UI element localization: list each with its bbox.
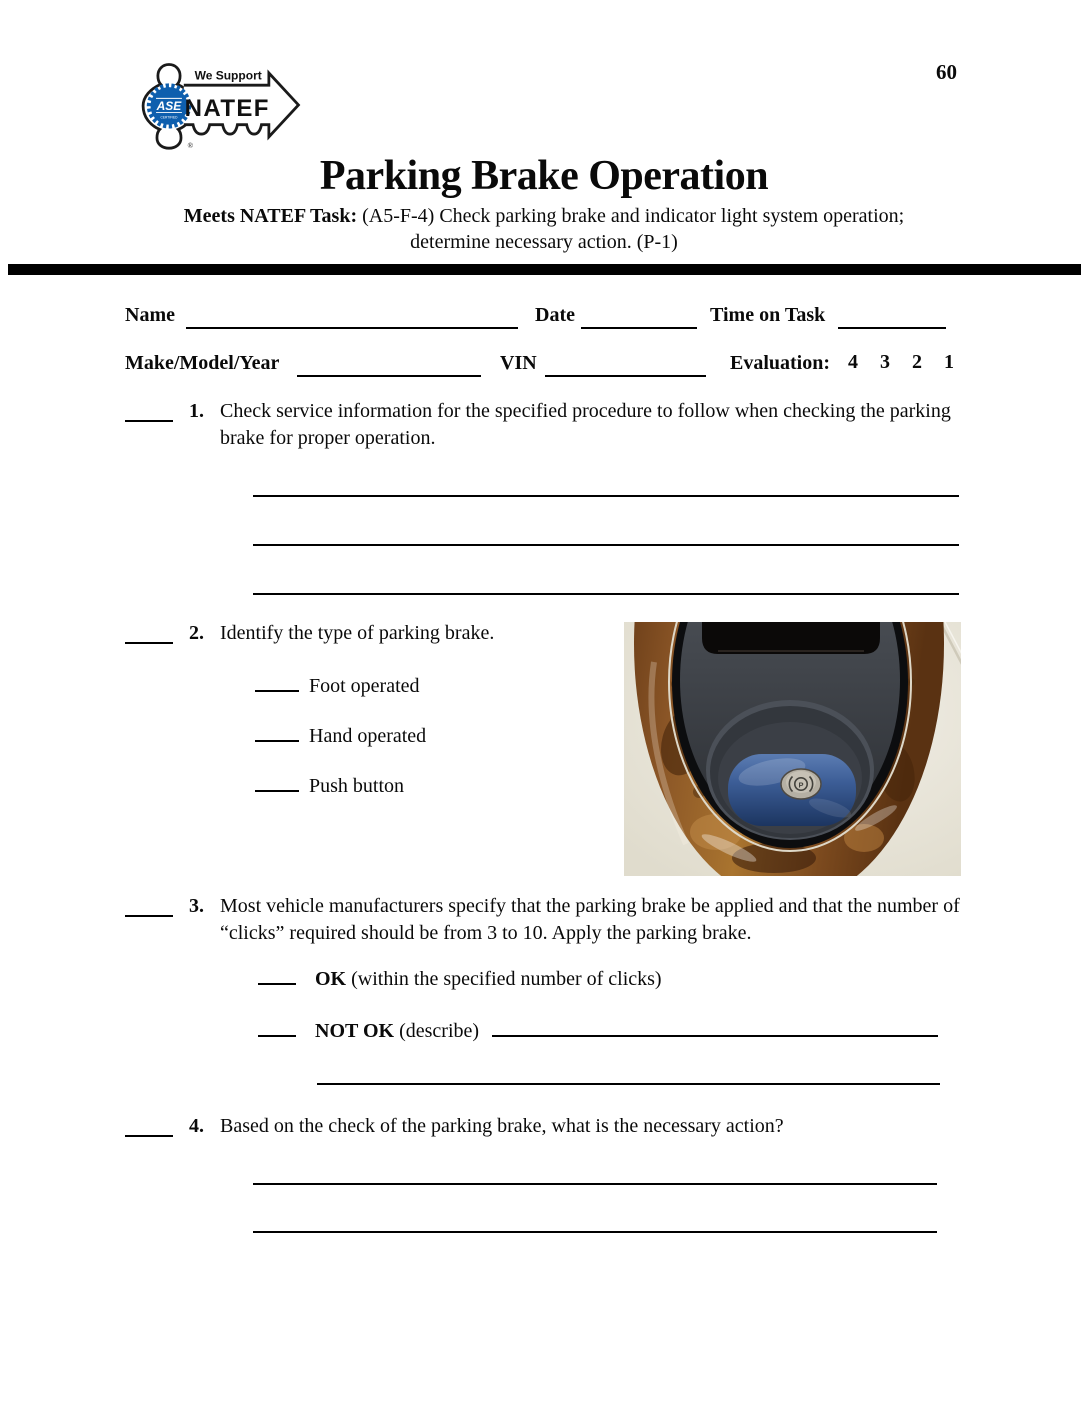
checkbox-blank bbox=[255, 770, 299, 792]
task-4-grade-blank bbox=[125, 1113, 173, 1137]
option-label: Hand operated bbox=[309, 725, 427, 747]
describe-line bbox=[492, 1017, 938, 1037]
answer-line bbox=[253, 1231, 937, 1233]
checkbox-blank bbox=[258, 1015, 296, 1037]
task-4-text: Based on the check of the parking brake, what is the necessary action? bbox=[220, 1115, 784, 1137]
not-ok-text: (describe) bbox=[399, 1020, 480, 1042]
answer-line bbox=[253, 593, 959, 595]
ok-text: (within the specified number of clicks) bbox=[351, 968, 662, 990]
task-3-option-ok bbox=[258, 963, 662, 991]
page-title: Parking Brake Operation bbox=[319, 153, 769, 199]
time-on-task-field-line bbox=[838, 303, 946, 329]
date-label: Date bbox=[535, 304, 575, 326]
task-2-option-push bbox=[255, 770, 404, 798]
answer-line bbox=[253, 1183, 937, 1185]
natef-task-text-line1: (A5-F-4) Check parking brake and indicator light system operation; bbox=[362, 205, 905, 227]
task-3-option-not-ok bbox=[258, 1015, 938, 1043]
checkbox-blank bbox=[255, 720, 299, 742]
task-3-number: 3. bbox=[189, 895, 204, 917]
natef-text: NATEF bbox=[184, 95, 270, 123]
task-4 bbox=[125, 1113, 961, 1140]
we-support-text: We Support bbox=[194, 68, 262, 83]
task-3 bbox=[125, 893, 961, 947]
evaluation-scale bbox=[848, 351, 954, 374]
checkbox-blank bbox=[255, 670, 299, 692]
brake-button-glyph: P bbox=[798, 780, 804, 790]
evaluation-value-2: 2 bbox=[912, 351, 922, 373]
ase-certified-text: CERTIFIED bbox=[160, 115, 178, 120]
ase-text: ASE bbox=[156, 99, 182, 114]
natef-key-logo bbox=[132, 57, 304, 151]
date-field-line bbox=[581, 303, 697, 329]
task-1-grade-blank bbox=[125, 398, 173, 422]
evaluation-value-1: 1 bbox=[944, 351, 954, 373]
evaluation-value-4: 4 bbox=[848, 351, 858, 373]
meets-natef-task-label: Meets NATEF Task: bbox=[183, 205, 358, 227]
make-model-year-field-line bbox=[297, 351, 481, 377]
vin-label: VIN bbox=[500, 352, 537, 374]
task-1 bbox=[125, 398, 961, 452]
registered-mark: ® bbox=[187, 141, 194, 151]
natef-task-text-line2: determine necessary action. (P-1) bbox=[410, 231, 678, 253]
task-1-text: Check service information for the specified procedure to follow when checking the parking brake for proper operation. bbox=[220, 400, 951, 449]
header-divider-bar bbox=[8, 264, 1081, 275]
task-3-text: Most vehicle manufacturers specify that the parking brake be applied and that the number of “clicks” required should be from 3 to 10. Apply the parking brake. bbox=[220, 895, 960, 944]
task-2 bbox=[125, 620, 600, 647]
option-label: Foot operated bbox=[309, 675, 420, 697]
task-2-number: 2. bbox=[189, 622, 204, 644]
name-field-line bbox=[186, 303, 518, 329]
natef-key-logo-icon bbox=[132, 57, 304, 151]
task-2-option-hand bbox=[255, 720, 426, 748]
console-top-tray bbox=[702, 622, 880, 654]
evaluation-label: Evaluation: bbox=[730, 352, 831, 374]
task-2-option-foot bbox=[255, 670, 420, 698]
console-photo-graphic bbox=[624, 622, 961, 876]
natef-task-subtitle bbox=[0, 203, 1088, 255]
task-2-grade-blank bbox=[125, 620, 173, 644]
make-model-year-label: Make/Model/Year bbox=[125, 352, 280, 374]
checkbox-blank bbox=[258, 963, 296, 985]
time-on-task-label: Time on Task bbox=[710, 304, 826, 326]
answer-line bbox=[253, 495, 959, 497]
option-label: Push button bbox=[309, 775, 405, 797]
task-1-number: 1. bbox=[189, 400, 204, 422]
parking-brake-button-icon bbox=[781, 769, 821, 799]
task-3-grade-blank bbox=[125, 893, 173, 917]
parking-brake-console-photo bbox=[624, 622, 961, 876]
not-ok-label: NOT OK bbox=[315, 1020, 395, 1042]
evaluation-value-3: 3 bbox=[880, 351, 890, 373]
answer-line bbox=[317, 1083, 940, 1085]
task-2-text: Identify the type of parking brake. bbox=[220, 622, 495, 644]
answer-line bbox=[253, 544, 959, 546]
page-number: 60 bbox=[936, 60, 957, 84]
name-label: Name bbox=[125, 304, 175, 326]
task-4-number: 4. bbox=[189, 1115, 204, 1137]
vin-field-line bbox=[545, 351, 706, 377]
ok-label: OK bbox=[315, 968, 347, 990]
